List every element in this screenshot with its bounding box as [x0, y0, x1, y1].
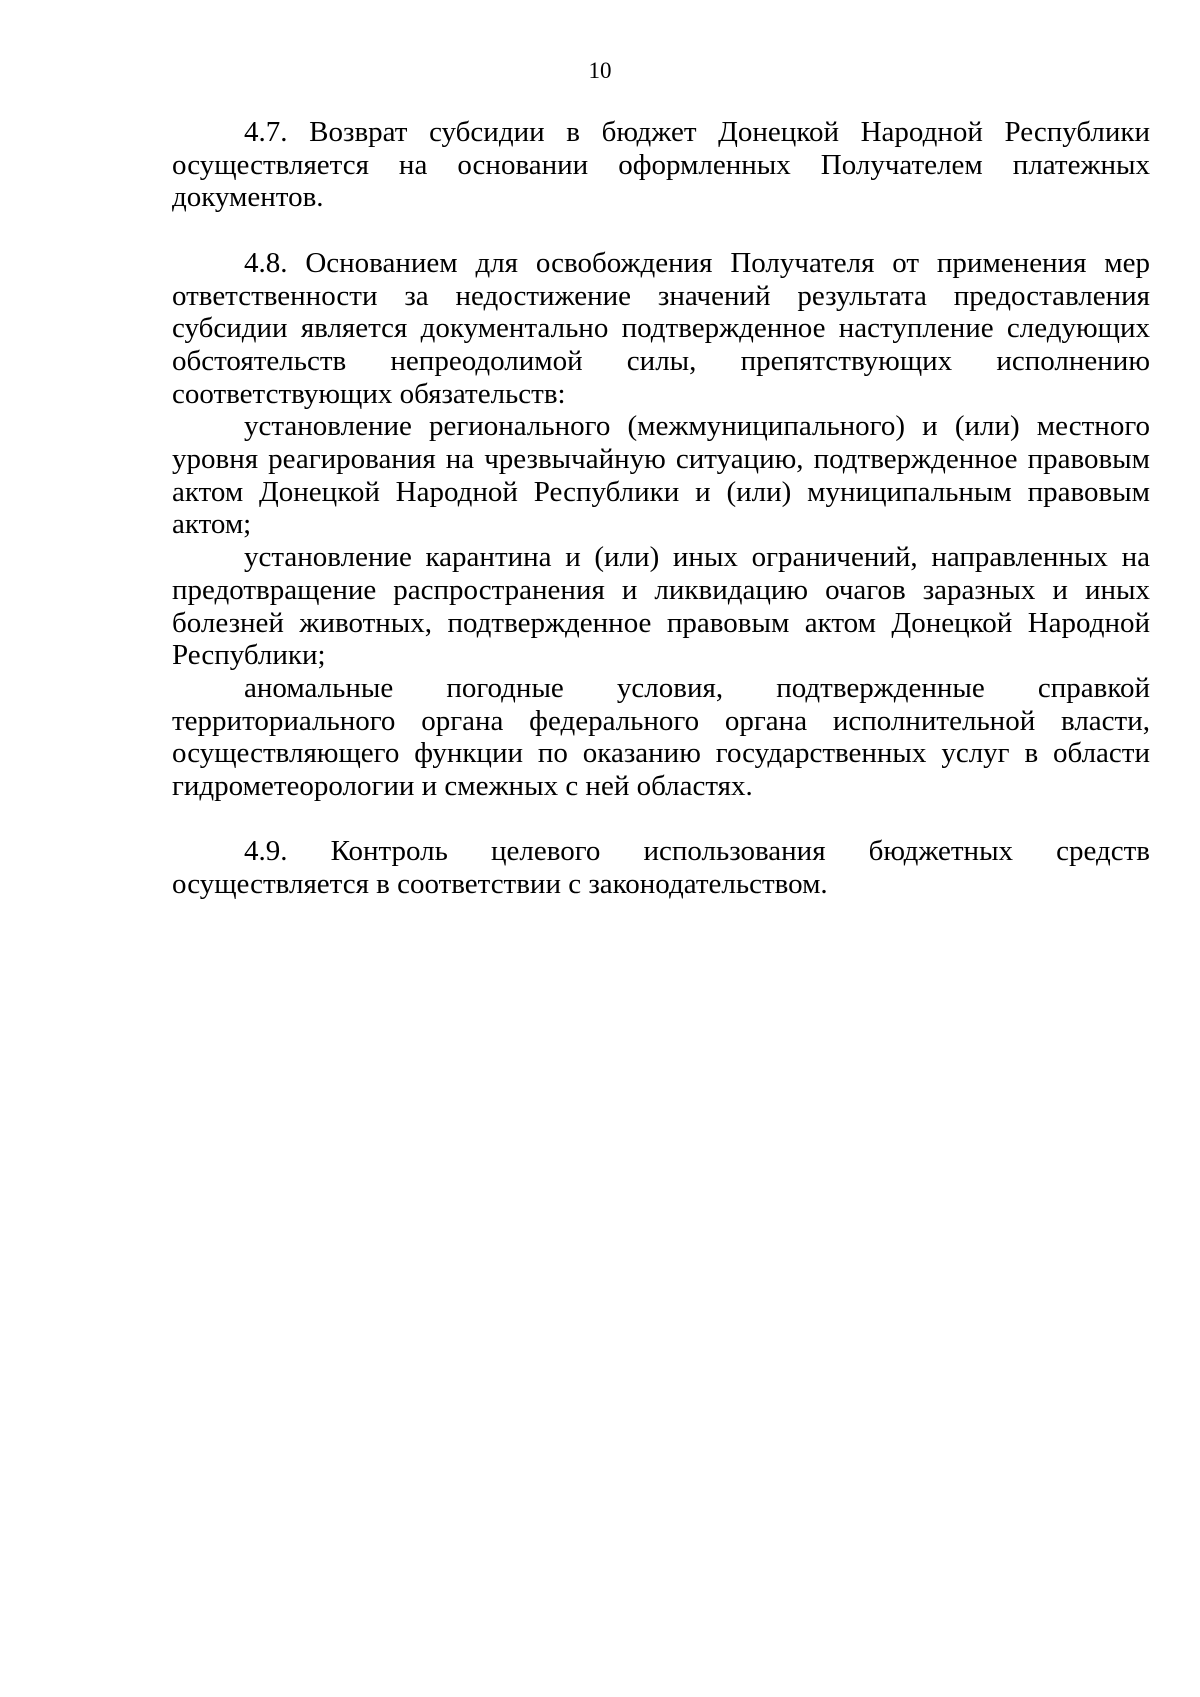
paragraph-spacer [172, 214, 1150, 247]
paragraph-4-8-item-weather: аномальные погодные условия, подтвержденные справкой территориального органа федерального органа исполнительной власти, осуществляющего функции по оказанию государственных услуг в области гидрометеорологии и смежных с ней областях. [172, 671, 1150, 803]
paragraph-text: Возврат субсидии в бюджет Донецкой Народной Республики осуществляется на основании оформленных Получателем платежных документов. [172, 116, 1150, 214]
paragraph-text: Основанием для освобождения Получателя от применения мер ответственности за недостижение значений результата предоставления субсидии является документально подтвержденное наступление следующих обстоятельств непреодолимой силы, препятствующих исполнению соответствующих обязательств: [172, 246, 1150, 410]
paragraph-number: 4.9. [244, 835, 288, 868]
paragraph-4-8-item-regional: установление регионального (межмуниципального) и (или) местного уровня реагирования на чрезвычайную ситуацию, подтвержденное правовым актом Донецкой Народной Республики и (или) муниципальным правовым актом; [172, 410, 1150, 541]
document-body [172, 116, 1150, 901]
paragraph-spacer [172, 803, 1150, 836]
paragraph-4-8 [172, 247, 1150, 411]
paragraph-4-7 [172, 116, 1150, 214]
paragraph-number: 4.8. [244, 246, 288, 279]
paragraph-number: 4.7. [244, 116, 288, 148]
paragraph-4-9 [172, 835, 1150, 900]
paragraph-text: Контроль целевого использования бюджетных средств осуществляется в соответствии с законодательством. [172, 835, 1151, 901]
page-number: 10 [588, 58, 612, 83]
paragraph-4-8-item-quarantine: установление карантина и (или) иных ограничений, направленных на предотвращение распространения и ликвидацию очагов заразных и иных болезней животных, подтвержденное правовым актом Донецкой Народной Республики; [172, 541, 1150, 672]
